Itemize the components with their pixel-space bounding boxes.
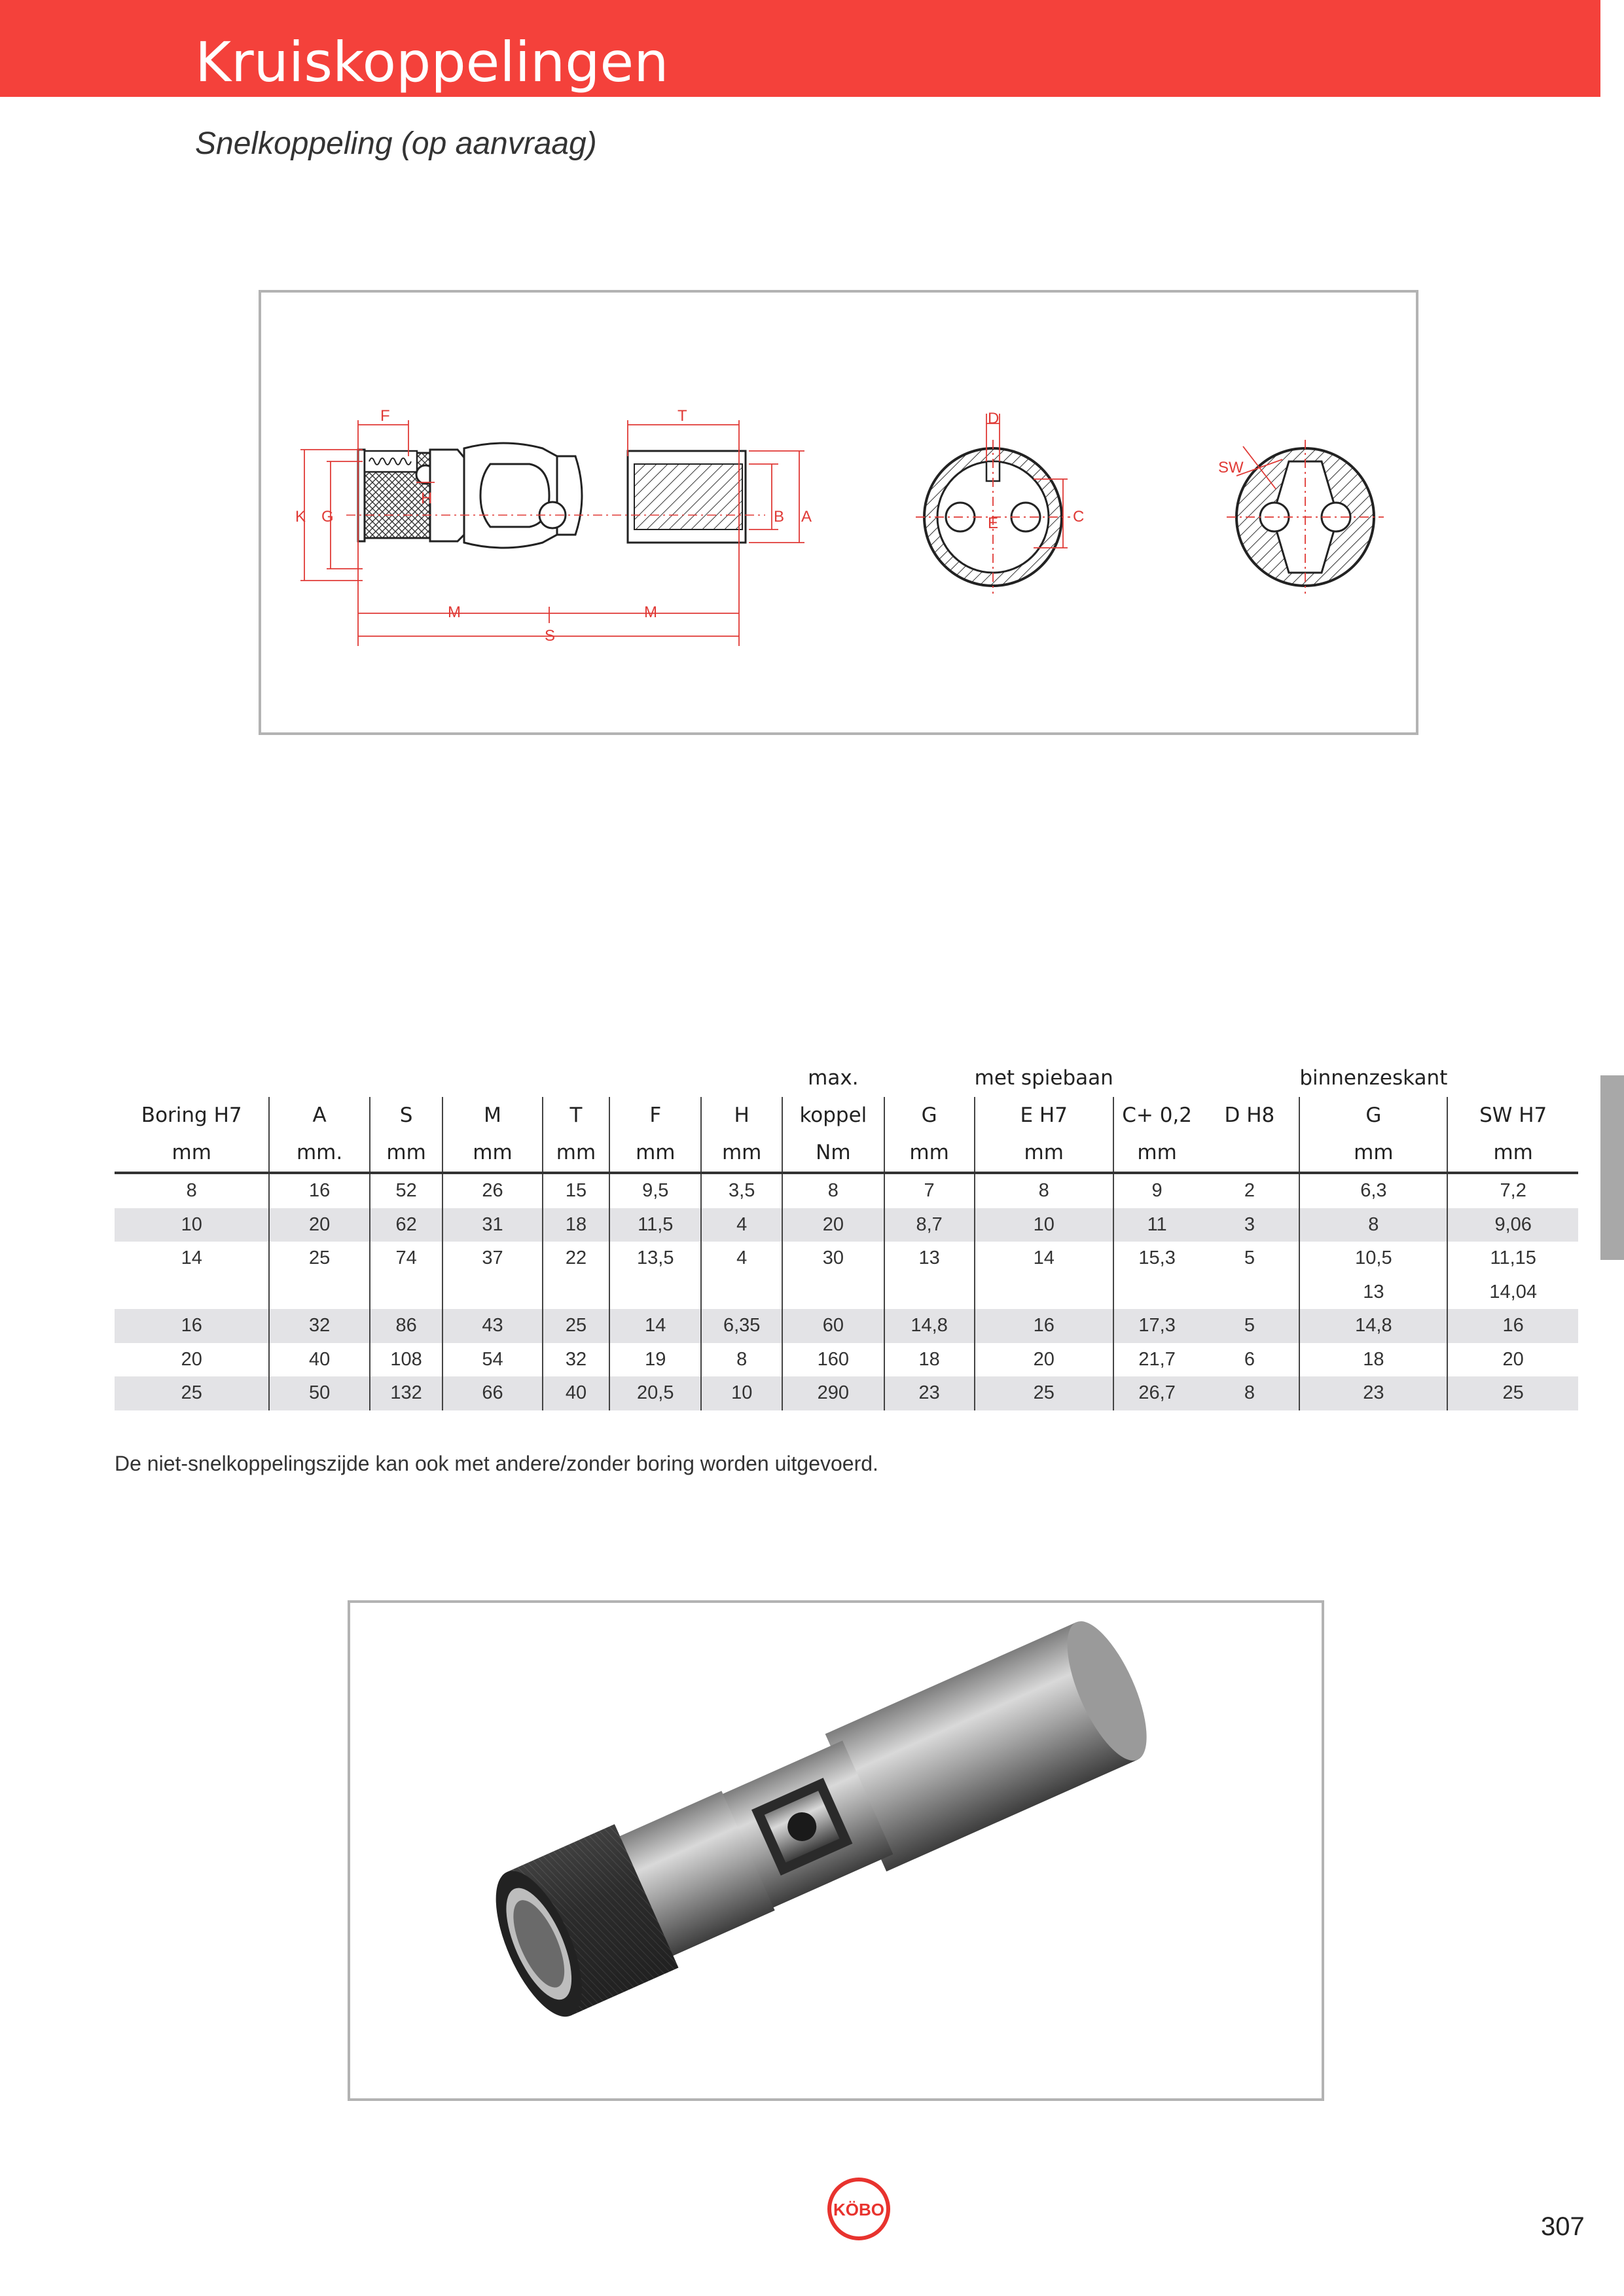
table-row xyxy=(115,1242,1578,1276)
footnote: De niet-snelkoppelingszijde kan ook met andere/zonder boring worden uitgevoerd. xyxy=(115,1452,878,1475)
table-cell: 18 xyxy=(1299,1343,1447,1377)
table-cell: 10 xyxy=(701,1376,782,1410)
table-cell: 3,5 xyxy=(701,1173,782,1208)
table-cell: 43 xyxy=(442,1309,542,1343)
table-cell: 40 xyxy=(543,1376,610,1410)
kobo-logo xyxy=(826,2176,892,2242)
table-cell: 10 xyxy=(975,1208,1113,1242)
table-header-cell: E H7 xyxy=(975,1097,1113,1134)
table-cell: 18 xyxy=(884,1343,975,1377)
table-cell: 60 xyxy=(782,1309,884,1343)
table-cell: 14,8 xyxy=(1299,1309,1447,1343)
label-H: H xyxy=(421,490,433,507)
table-row xyxy=(115,1343,1578,1377)
table-top-cell xyxy=(442,1059,542,1097)
table-cell: 23 xyxy=(1299,1376,1447,1410)
table-cell: 160 xyxy=(782,1343,884,1377)
table-top-cell xyxy=(543,1059,610,1097)
table-top-cell xyxy=(1200,1059,1299,1097)
table-unit-row xyxy=(115,1134,1578,1173)
label-S: S xyxy=(545,627,556,645)
table-top-cell: max. xyxy=(808,1066,859,1090)
table-cell: 23 xyxy=(884,1376,975,1410)
hub-left xyxy=(430,450,464,541)
table-cell: 6,3 xyxy=(1299,1173,1447,1208)
table-cell: 26,7 xyxy=(1113,1376,1200,1410)
table-cell: 8 xyxy=(975,1173,1113,1208)
table-cell: 37 xyxy=(442,1242,542,1276)
table-header-cell: koppel xyxy=(782,1097,884,1134)
side-tab xyxy=(1600,1075,1624,1260)
table-cell: 9,06 xyxy=(1447,1208,1578,1242)
table-cell: 16 xyxy=(1447,1309,1578,1343)
end-view-keyway xyxy=(916,410,1084,594)
table-cell xyxy=(701,1276,782,1310)
technical-drawing xyxy=(261,293,1416,732)
table-top-cell xyxy=(609,1059,701,1097)
label-M-left: M xyxy=(448,603,461,621)
table-cell: 8,7 xyxy=(884,1208,975,1242)
table-cell: 20 xyxy=(1502,1348,1524,1370)
table-cell: 11,15 xyxy=(1490,1247,1536,1269)
table-cell: 22 xyxy=(543,1242,610,1276)
table-cell: 14 xyxy=(115,1242,269,1276)
table-header-cell: SW H7 xyxy=(1479,1103,1547,1127)
table-cell: 25 xyxy=(1447,1376,1578,1410)
table-header-cell: Boring H7 xyxy=(115,1097,269,1134)
table-cell xyxy=(884,1276,975,1310)
table-cell: 15 xyxy=(543,1173,610,1208)
table-cell: 14,8 xyxy=(884,1309,975,1343)
table-header-cell: F xyxy=(609,1097,701,1134)
table-cell: 17,3 xyxy=(1113,1309,1200,1343)
table-header-cell: M xyxy=(442,1097,542,1134)
table-cell: 26 xyxy=(442,1173,542,1208)
table-header-cell: G xyxy=(884,1097,975,1134)
table-cell: 16 xyxy=(115,1309,269,1343)
table-cell: 8 xyxy=(701,1343,782,1377)
table-top-cell xyxy=(370,1059,443,1097)
technical-drawing-frame xyxy=(259,290,1418,735)
table-cell: 108 xyxy=(370,1343,443,1377)
table-header-cell: T xyxy=(543,1097,610,1134)
table-top-row xyxy=(115,1059,1578,1097)
table-cell: 18 xyxy=(543,1208,610,1242)
table-cell: 5 xyxy=(1200,1309,1299,1343)
table-header-cell: S xyxy=(370,1097,443,1134)
table-unit-cell: mm xyxy=(115,1134,269,1173)
table-unit-cell: mm xyxy=(370,1134,443,1173)
table-cell xyxy=(370,1276,443,1310)
page-title: Kruiskoppelingen xyxy=(195,30,669,94)
table-header-cell: A xyxy=(269,1097,369,1134)
table-top-cell: met spiebaan xyxy=(974,1066,1113,1090)
table-top-cell xyxy=(884,1059,975,1097)
logo-text: KÖBO xyxy=(833,2200,884,2219)
table-cell: 11 xyxy=(1113,1208,1200,1242)
table-unit-cell: mm xyxy=(442,1134,542,1173)
table-cell: 5 xyxy=(1200,1242,1299,1276)
table-cell: 40 xyxy=(269,1343,369,1377)
table-unit-cell: mm xyxy=(884,1134,975,1173)
table-row xyxy=(115,1208,1578,1242)
table-cell xyxy=(975,1276,1113,1310)
table-unit-cell: mm xyxy=(1299,1134,1447,1173)
label-E: E xyxy=(988,514,999,532)
table-cell: 50 xyxy=(269,1376,369,1410)
table-cell: 132 xyxy=(370,1376,443,1410)
table-cell: 30 xyxy=(782,1242,884,1276)
table-cell: 9 xyxy=(1151,1180,1163,1202)
table-unit-cell: mm xyxy=(701,1134,782,1173)
table-unit-cell: mm xyxy=(609,1134,701,1173)
table-cell: 62 xyxy=(370,1208,443,1242)
table-cell: 20 xyxy=(782,1208,884,1242)
table-top-cell xyxy=(701,1059,782,1097)
table-unit-cell xyxy=(1200,1134,1299,1173)
table-cell: 74 xyxy=(370,1242,443,1276)
table-unit-cell: mm xyxy=(543,1134,610,1173)
fork-left xyxy=(464,443,557,548)
table-unit-cell: mm xyxy=(1447,1134,1578,1173)
table-header-row xyxy=(115,1097,1578,1134)
page-number: 307 xyxy=(1541,2212,1585,2241)
table-header-cell: H xyxy=(701,1097,782,1134)
label-B: B xyxy=(774,508,785,526)
table-cell xyxy=(442,1276,542,1310)
table-header-cell: G xyxy=(1299,1097,1447,1134)
table-cell: 25 xyxy=(115,1376,269,1410)
table-cell: 290 xyxy=(782,1376,884,1410)
table-row xyxy=(115,1276,1578,1310)
hub-right-section xyxy=(634,464,742,529)
spec-table xyxy=(115,1059,1578,1410)
label-SW: SW xyxy=(1218,459,1244,476)
label-M-right: M xyxy=(644,603,657,621)
table-cell: 10,5 xyxy=(1299,1242,1447,1276)
table-cell: 25 xyxy=(543,1309,610,1343)
table-cell: 4 xyxy=(701,1242,782,1276)
table-cell: 3 xyxy=(1200,1208,1299,1242)
table-cell: 20 xyxy=(975,1343,1113,1377)
table-cell: 6 xyxy=(1200,1343,1299,1377)
table-cell: 54 xyxy=(442,1343,542,1377)
table-unit-cell: mm. xyxy=(269,1134,369,1173)
table-top-cell: binnenzeskant xyxy=(1299,1066,1448,1090)
table-cell: 11,5 xyxy=(609,1208,701,1242)
table-cell: 7,2 xyxy=(1500,1180,1526,1202)
table-header-cell: C+ 0,2 xyxy=(1122,1103,1192,1127)
table-cell: 15,3 xyxy=(1138,1247,1176,1269)
table-cell: 25 xyxy=(269,1242,369,1276)
label-A: A xyxy=(801,508,812,526)
table-cell: 20,5 xyxy=(609,1376,701,1410)
label-D: D xyxy=(988,410,1000,427)
table-cell: 16 xyxy=(269,1173,369,1208)
table-cell: 20 xyxy=(115,1343,269,1377)
table-cell: 20 xyxy=(269,1208,369,1242)
label-T: T xyxy=(677,407,687,425)
table-top-cell xyxy=(115,1059,269,1097)
table-row xyxy=(115,1309,1578,1343)
product-photo xyxy=(350,1603,1322,2098)
table-cell: 8 xyxy=(782,1173,884,1208)
table-unit-cell: mm xyxy=(975,1134,1113,1173)
table-cell: 86 xyxy=(370,1309,443,1343)
label-K: K xyxy=(295,508,306,526)
table-cell: 6,35 xyxy=(701,1309,782,1343)
label-C: C xyxy=(1073,508,1085,526)
table-cell: 13,5 xyxy=(609,1242,701,1276)
table-cell xyxy=(1113,1276,1200,1310)
table-cell xyxy=(1200,1276,1299,1310)
table-cell: 21,7 xyxy=(1138,1348,1176,1370)
table-cell: 14 xyxy=(975,1242,1113,1276)
table-cell xyxy=(543,1276,610,1310)
table-cell: 8 xyxy=(1200,1376,1299,1410)
table-cell xyxy=(115,1276,269,1310)
table-cell: 32 xyxy=(269,1309,369,1343)
table-row xyxy=(115,1376,1578,1410)
table-cell: 13 xyxy=(1299,1276,1447,1310)
table-cell: 2 xyxy=(1200,1173,1299,1208)
label-F: F xyxy=(380,407,390,425)
table-unit-cell: mm xyxy=(1113,1134,1200,1173)
label-G: G xyxy=(321,508,334,526)
table-cell xyxy=(782,1276,884,1310)
table-cell: 4 xyxy=(701,1208,782,1242)
table-cell: 9,5 xyxy=(609,1173,701,1208)
table-cell: 32 xyxy=(543,1343,610,1377)
table-cell: 14,04 xyxy=(1489,1281,1537,1302)
side-view xyxy=(295,407,812,646)
table-top-cell xyxy=(1113,1059,1200,1097)
table-cell: 13 xyxy=(884,1242,975,1276)
table-cell: 10 xyxy=(115,1208,269,1242)
table-cell: 31 xyxy=(442,1208,542,1242)
table-unit-cell: Nm xyxy=(782,1134,884,1173)
end-view-hexagon xyxy=(1218,440,1384,594)
table-cell: 14 xyxy=(609,1309,701,1343)
sleeve-collar xyxy=(358,450,365,541)
table-cell xyxy=(269,1276,369,1310)
table-row xyxy=(115,1173,1578,1208)
table-cell: 25 xyxy=(975,1376,1113,1410)
table-cell: 8 xyxy=(1299,1208,1447,1242)
table-cell: 8 xyxy=(115,1173,269,1208)
table-cell: 7 xyxy=(884,1173,975,1208)
table-top-cell xyxy=(1447,1059,1578,1097)
page-subtitle: Snelkoppeling (op aanvraag) xyxy=(195,126,597,161)
table-cell: 19 xyxy=(609,1343,701,1377)
table-cell: 52 xyxy=(370,1173,443,1208)
product-photo-frame xyxy=(348,1600,1324,2101)
table-cell: 66 xyxy=(442,1376,542,1410)
table-cell xyxy=(609,1276,701,1310)
table-header-cell: D H8 xyxy=(1200,1097,1299,1134)
table-top-cell xyxy=(269,1059,369,1097)
table-cell: 16 xyxy=(975,1309,1113,1343)
